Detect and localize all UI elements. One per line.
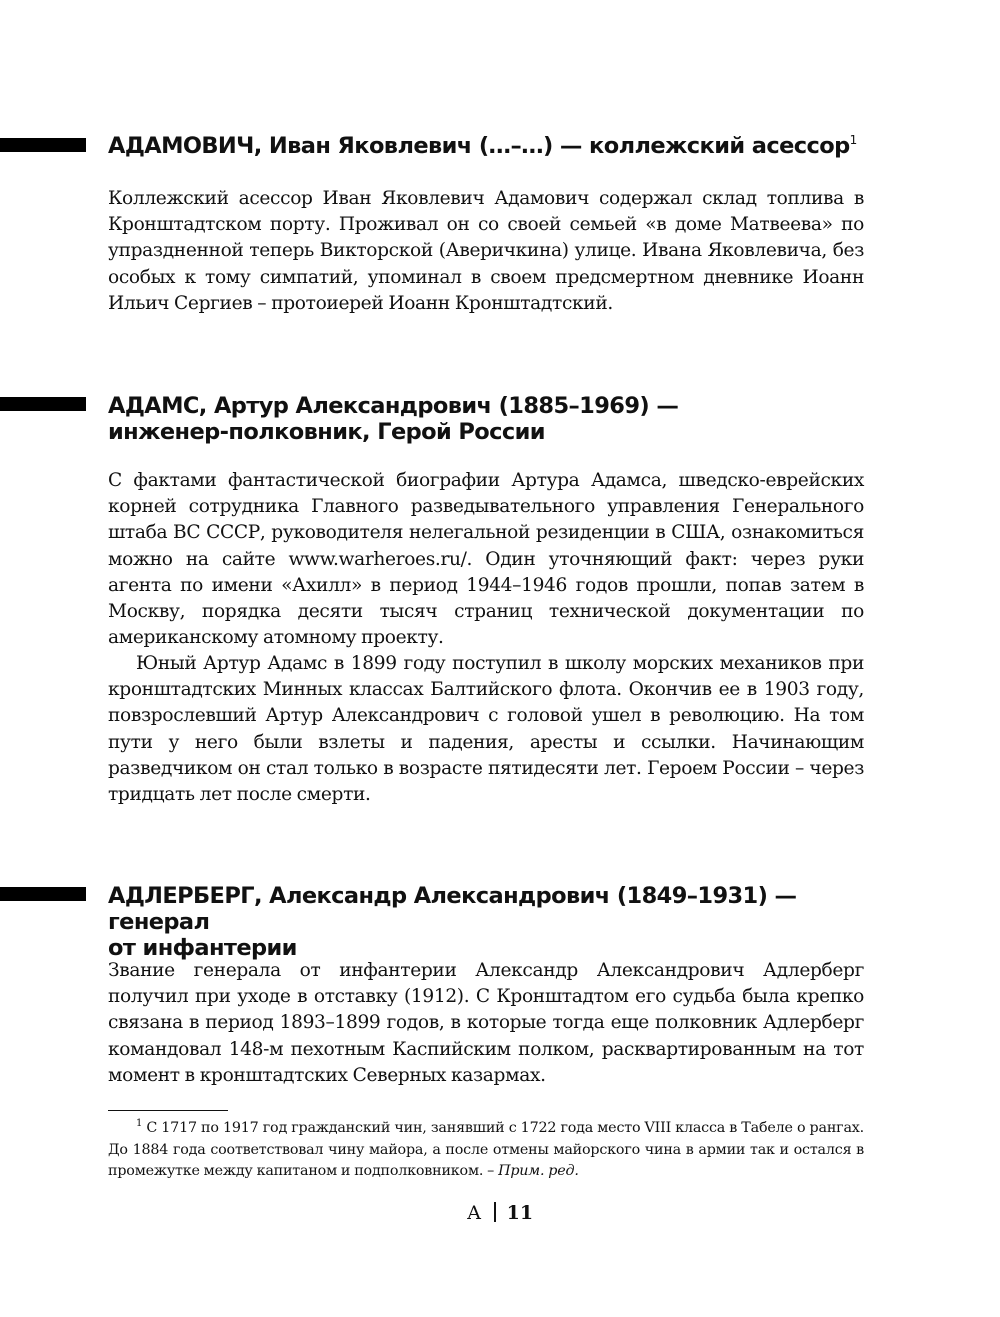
footnote-number: 1 — [136, 1118, 143, 1129]
entry-paragraph: Юный Артур Адамс в 1899 году поступил в школу морских механиков при кронштадтских Минных классах Балтийского флота. Окончив ее в 1903 году, повзрослевший Артур Александрович с головой ушел в революцию. На том пути у него были взлеты и падения, аресты и ссылки. Начинающим разведчиком он стал только в возрасте пятидесяти лет. Героем России – через тридцать лет после смерти. — [108, 653, 864, 806]
entry-marker-bar — [0, 887, 86, 901]
heading-line: инженер-полковник, Герой России — [108, 419, 545, 445]
entry-heading-adamovich — [108, 133, 868, 159]
page-number: 11 — [506, 1202, 534, 1224]
entry-marker-bar — [0, 138, 86, 152]
footnote-text: С 1717 по 1917 год гражданский чин, занявший с 1722 года место VIII класса в Табеле о рангах. До 1884 года соответствовал чину майора, а после отмены майорского чина в армии так и остался в промежутке между капитаном и подполковником. – — [108, 1120, 864, 1179]
footnote-editor-note: Прим. ред. — [498, 1163, 579, 1179]
footnote-ref: 1 — [849, 133, 857, 147]
footnote — [108, 1118, 864, 1183]
entry-paragraph: Коллежский асессор Иван Яковлевич Адамович содержал склад топлива в Кронштадтском порту. Проживал он со своей семьей «в доме Матвеева» по упраздненной теперь Викторской (Аверичкина) улице. Ивана Яковлевича, без особых к тому симпатий, упоминал в своем предсмертном дневнике Иоанн Ильич Сергиев – протоиерей Иоанн Кронштадтский. — [108, 188, 864, 314]
page-folio — [0, 1200, 1000, 1226]
heading-line: АДАМС, Артур Александрович (1885–1969) — — [108, 393, 679, 419]
folio-letter: А — [466, 1202, 482, 1224]
folio-separator — [494, 1202, 495, 1222]
entry-paragraph: Звание генерала от инфантерии Александр Александрович Адлерберг получил при уходе в отставку (1912). С Кронштадтом его судьба была крепко связана в период 1893–1899 годов, в которые тогда еще полковник Адлерберг командовал 148-м пехотным Каспийским полком, расквартированным на тот момент в кронштадтских Северных казармах. — [108, 960, 864, 1086]
footnote-rule — [108, 1110, 228, 1111]
heading-line: от инфантерии — [108, 935, 297, 961]
heading-line: АДЛЕРБЕРГ, Александр Александрович (1849–1931) — генерал — [108, 883, 797, 935]
entry-heading-adlerberg — [108, 883, 868, 961]
entry-marker-bar — [0, 397, 86, 411]
entry-paragraph: С фактами фантастической биографии Артура Адамса, шведско-еврейских корней сотрудника Главного разведывательного управления Генерального штаба ВС СССР, руководителя нелегальной резиденции в США, ознакомиться можно на сайте www.warheroes.ru/. Один уточняющий факт: через руки агента по имени «Ахилл» в период 1944–1946 годов прошли, попав затем в Москву, порядка десяти тысяч страниц технической документации по американскому атомному проекту. — [108, 470, 864, 649]
heading-text: АДАМОВИЧ, Иван Яковлевич (…–…) — коллежский асессор — [108, 133, 850, 159]
entry-heading-adams — [108, 393, 868, 445]
